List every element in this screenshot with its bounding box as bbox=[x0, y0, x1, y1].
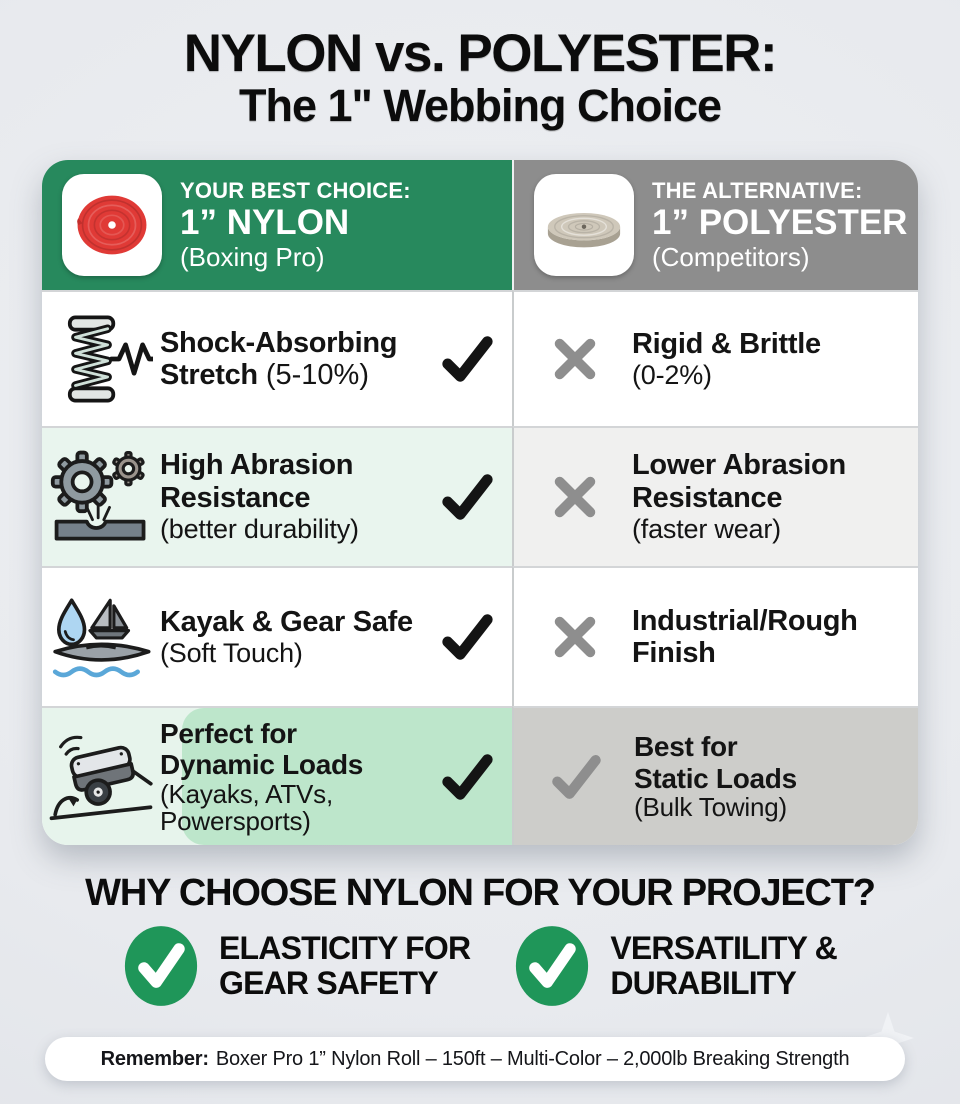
spring-stretch-icon bbox=[42, 311, 160, 407]
feature-bold-line: Rigid & Brittle bbox=[632, 327, 821, 360]
cell-nylon-kayak bbox=[42, 566, 512, 706]
footer-reminder bbox=[45, 1037, 905, 1081]
cell-polyester-abrasion bbox=[512, 426, 918, 566]
page-title bbox=[0, 26, 960, 129]
benefit-label bbox=[610, 931, 837, 1000]
cell-nylon-dynamic-loads bbox=[42, 706, 512, 845]
benefit-bullets bbox=[0, 924, 960, 1008]
feature-text bbox=[160, 606, 438, 669]
cell-polyester-rigid bbox=[512, 290, 918, 426]
cell-polyester-finish bbox=[512, 566, 918, 706]
title-line-2: The 1" Webbing Choice bbox=[238, 79, 722, 131]
nylon-kicker: YOUR BEST CHOICE: bbox=[180, 177, 411, 203]
feature-detail: (5-10%) bbox=[265, 359, 369, 391]
nylon-name: 1” NYLON bbox=[180, 203, 350, 243]
feature-bold-line: Industrial/Rough bbox=[632, 604, 858, 637]
comparison-table bbox=[42, 160, 918, 845]
gray-webbing-roll-icon bbox=[541, 182, 627, 268]
feature-bold-line: Kayak & Gear Safe bbox=[160, 605, 413, 638]
polyester-kicker: THE ALTERNATIVE: bbox=[652, 177, 863, 203]
feature-bold-line: High Abrasion bbox=[160, 449, 354, 482]
feature-detail: (better durability) bbox=[160, 514, 359, 545]
kayak-water-icon bbox=[42, 588, 160, 686]
feature-bold-line: Perfect for bbox=[160, 717, 297, 749]
feature-text bbox=[634, 731, 797, 821]
benefit-label-line: DURABILITY bbox=[610, 965, 797, 1001]
cell-nylon-stretch bbox=[42, 290, 512, 426]
cross-icon bbox=[548, 332, 602, 386]
feature-text bbox=[160, 718, 438, 835]
benefit-label-line: ELASTICITY FOR bbox=[218, 930, 471, 967]
feature-text bbox=[160, 449, 438, 544]
bouncing-trailer-icon bbox=[42, 724, 160, 830]
header-polyester bbox=[512, 160, 918, 290]
feature-bold-line: Dynamic Loads bbox=[160, 749, 364, 781]
green-check-circle-icon bbox=[514, 924, 590, 1008]
benefit-label-line: VERSATILITY & bbox=[610, 930, 837, 967]
feature-bold-line: Resistance bbox=[160, 481, 311, 514]
polyester-name: 1” POLYESTER bbox=[652, 203, 908, 243]
header-nylon bbox=[42, 160, 512, 290]
gears-abrasion-icon bbox=[42, 447, 160, 547]
feature-detail: (faster wear) bbox=[632, 514, 781, 545]
footer-reminder-label: Remember: bbox=[100, 1047, 209, 1070]
feature-text bbox=[632, 605, 858, 670]
feature-bold-line: Resistance bbox=[632, 481, 783, 514]
feature-detail: Powersports) bbox=[160, 805, 311, 836]
feature-detail: (Soft Touch) bbox=[160, 638, 303, 669]
check-icon bbox=[438, 330, 496, 388]
feature-bold-line: Static Loads bbox=[634, 762, 797, 794]
check-icon bbox=[438, 608, 496, 666]
gray-check-icon bbox=[548, 749, 604, 805]
title-line-1: NYLON vs. POLYESTER: bbox=[183, 24, 777, 83]
feature-bold-line: Lower Abrasion bbox=[632, 449, 846, 482]
polyester-subtitle: (Competitors) bbox=[652, 242, 810, 273]
benefit-label-line: GEAR SAFETY bbox=[218, 965, 438, 1001]
benefit-elasticity bbox=[123, 924, 470, 1008]
feature-text bbox=[632, 328, 821, 391]
benefit-versatility bbox=[514, 924, 837, 1008]
cell-nylon-abrasion bbox=[42, 426, 512, 566]
check-icon bbox=[438, 468, 496, 526]
feature-detail: (0-2%) bbox=[632, 360, 712, 391]
why-heading: WHY CHOOSE NYLON FOR YOUR PROJECT? bbox=[85, 872, 875, 914]
feature-detail: (Bulk Towing) bbox=[634, 792, 787, 823]
benefit-label bbox=[219, 931, 470, 1000]
footer-reminder-text: Boxer Pro 1” Nylon Roll – 150ft – Multi-Color – 2,000lb Breaking Strength bbox=[215, 1047, 850, 1070]
feature-bold-line: Finish bbox=[632, 637, 716, 669]
cross-icon bbox=[548, 610, 602, 664]
feature-detail: (Kayaks, ATVs, bbox=[160, 778, 333, 809]
red-webbing-roll-icon bbox=[70, 183, 154, 267]
green-check-circle-icon bbox=[123, 924, 199, 1008]
gray-polyester-roll-image bbox=[534, 174, 634, 276]
feature-bold-line: Best for bbox=[634, 731, 738, 763]
check-icon bbox=[438, 748, 496, 806]
nylon-subtitle: (Boxing Pro) bbox=[180, 242, 325, 273]
red-nylon-roll-image bbox=[62, 174, 162, 276]
cell-polyester-static-loads bbox=[512, 706, 918, 845]
feature-bold-line: Stretch bbox=[160, 359, 258, 391]
feature-bold-line: Shock-Absorbing bbox=[160, 326, 398, 359]
feature-text bbox=[632, 449, 846, 544]
feature-text bbox=[160, 327, 438, 392]
cross-icon bbox=[548, 470, 602, 524]
